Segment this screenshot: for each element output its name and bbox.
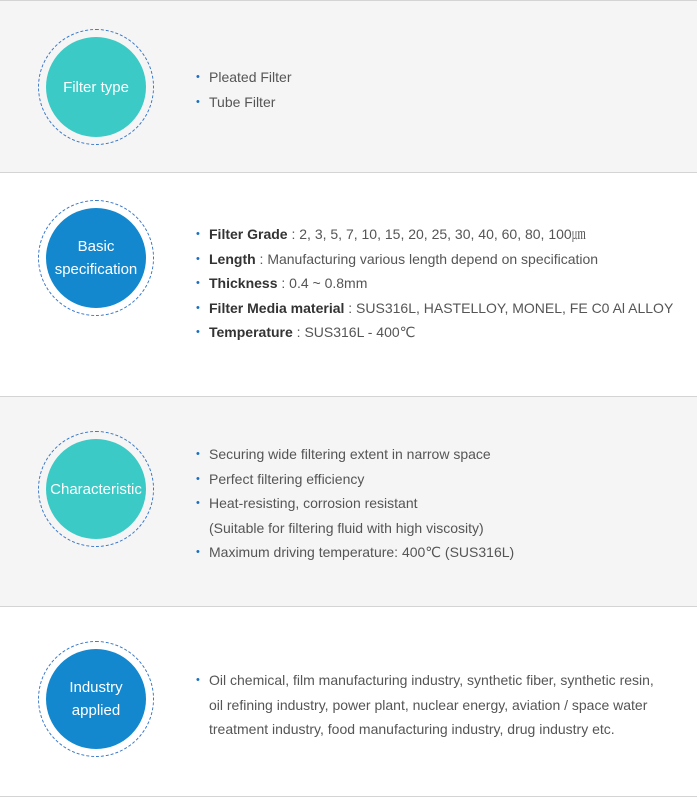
section-filter-type — [0, 0, 697, 172]
bullet-icon: • — [196, 448, 200, 460]
item-label: Length — [209, 250, 256, 267]
list-item — [195, 90, 291, 115]
filter-type-list — [195, 65, 291, 114]
bullet-icon: • — [196, 71, 200, 83]
item-label: Filter Grade — [209, 226, 288, 242]
item-text: Securing wide filtering extent in narrow space — [209, 446, 491, 462]
basic-spec-badge-ring — [38, 200, 154, 316]
badge-label: Basic — [77, 238, 115, 255]
badge-label: applied — [71, 702, 121, 719]
characteristic-badge-ring — [38, 431, 154, 547]
item-text: Tube Filter — [209, 93, 276, 110]
list-item — [195, 271, 673, 296]
item-text: : SUS316L - 400℃ — [292, 324, 416, 340]
bullet-icon: • — [196, 497, 200, 509]
badge-label: Industry — [69, 679, 123, 696]
basic-spec-list — [195, 222, 673, 345]
item-label: Temperature — [209, 324, 293, 340]
list-item — [195, 222, 673, 247]
item-text: : SUS316L, HASTELLOY, MONEL, FE C0 Al ALLOY — [344, 299, 674, 316]
item-label: Thickness — [209, 275, 278, 291]
list-item — [195, 247, 673, 272]
list-item — [195, 668, 654, 742]
list-item — [195, 467, 514, 492]
characteristic-list — [195, 442, 514, 565]
list-item — [195, 442, 514, 467]
item-text: : Manufacturing various length depend on specification — [255, 250, 599, 267]
section-characteristic — [0, 396, 697, 606]
item-label: Filter Media material — [209, 299, 345, 316]
bullet-icon: • — [196, 546, 200, 558]
industry-badge — [46, 649, 146, 749]
bullet-icon: • — [196, 95, 200, 108]
section-industry-applied — [0, 606, 697, 796]
list-item — [195, 320, 673, 345]
bullet-icon: • — [196, 301, 200, 314]
badge-label: Filter type — [63, 78, 129, 96]
bullet-icon: • — [196, 228, 200, 240]
bullet-icon: • — [196, 252, 200, 265]
item-text-continued: oil refining industry, power plant, nuclear energy, aviation / space water — [209, 696, 648, 713]
bullet-icon: • — [196, 277, 200, 289]
list-item — [195, 296, 673, 321]
item-text: Heat-resisting, corrosion resistant — [209, 495, 418, 511]
industry-list — [195, 668, 654, 742]
bullet-icon: • — [196, 472, 200, 485]
badge-label: Characteristic — [50, 480, 142, 498]
industry-badge-ring — [38, 641, 154, 757]
bullet-icon: • — [196, 674, 200, 686]
list-item — [195, 540, 514, 565]
item-text-continued: treatment industry, food manufacturing industry, drug industry etc. — [209, 721, 615, 737]
item-text: Perfect filtering efficiency — [209, 470, 365, 487]
basic-spec-badge — [46, 208, 146, 308]
bullet-icon: • — [196, 326, 200, 338]
list-item — [195, 65, 291, 90]
section-basic-specification — [0, 172, 697, 396]
characteristic-badge — [46, 439, 146, 539]
item-text: : 0.4 ~ 0.8mm — [277, 275, 368, 291]
item-text: Oil chemical, film manufacturing industry, synthetic fiber, synthetic resin, — [209, 672, 654, 688]
list-item — [195, 491, 514, 540]
bottom-divider — [0, 796, 697, 797]
filter-type-badge — [46, 37, 146, 137]
item-text: : 2, 3, 5, 7, 10, 15, 20, 25, 30, 40, 60, 80, 100㎛ — [287, 226, 586, 242]
badge-label: specification — [54, 261, 138, 278]
filter-type-badge-ring — [38, 29, 154, 145]
item-text: Maximum driving temperature: 400℃ (SUS316L) — [209, 544, 515, 560]
item-text: Pleated Filter — [209, 69, 292, 85]
item-text-continued: (Suitable for filtering fluid with high viscosity) — [209, 519, 484, 536]
